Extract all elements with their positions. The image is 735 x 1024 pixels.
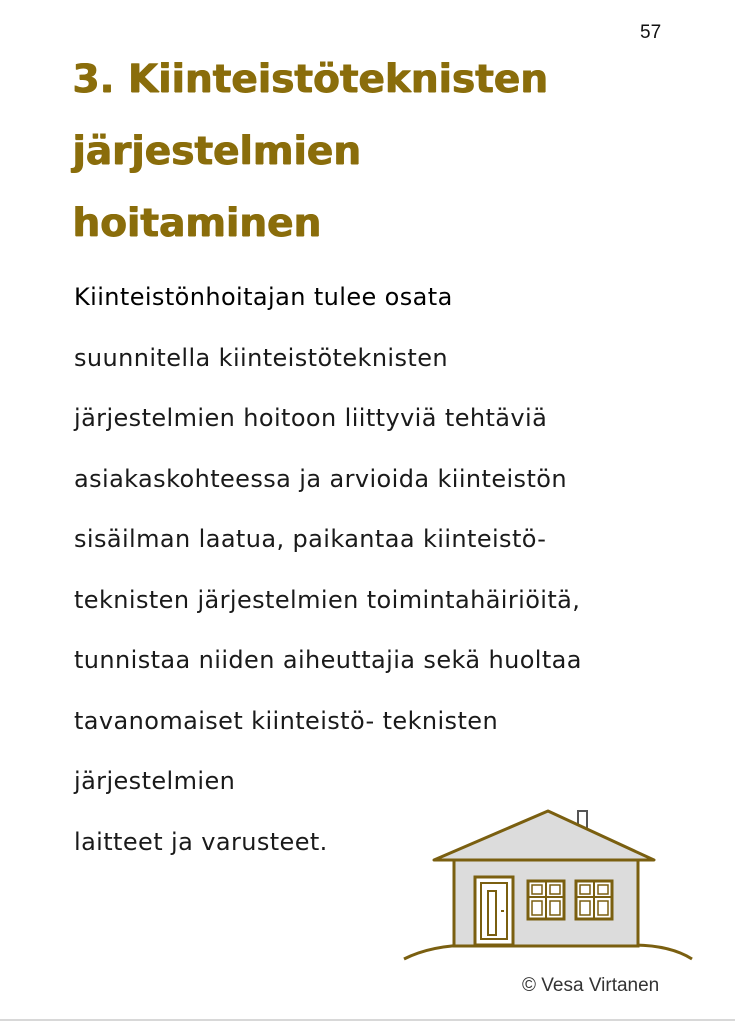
body-line: Kiinteistönhoitajan tulee osata: [74, 283, 453, 311]
title-line: hoitaminen: [72, 201, 321, 246]
title-line: 3. Kiinteistöteknisten: [72, 57, 548, 102]
window-left: [528, 881, 564, 919]
body-line: järjestelmien: [74, 767, 236, 795]
copyright-notice: © Vesa Virtanen: [522, 975, 660, 996]
body-line: tavanomaiset kiinteistö- teknisten: [74, 706, 499, 735]
body-line: tunnistaa niiden aiheuttajia sekä huoltaa: [74, 646, 582, 674]
body-line: asiakaskohteessa ja arvioida kiinteistön: [74, 464, 567, 493]
body-paragraph: [74, 267, 714, 872]
body-line: järjestelmien hoitoon liittyviä tehtäviä: [74, 404, 548, 432]
page-title: [72, 44, 712, 260]
window-right: [576, 881, 612, 919]
body-line: sisäilman laatua, paikantaa kiinteistö-: [74, 525, 547, 553]
page-bottom-divider: [0, 1019, 735, 1021]
body-line: suunnitella kiinteistöteknisten: [74, 343, 448, 372]
roof: [434, 811, 654, 860]
body-line: teknisten järjestelmien toimintahäiriöitä,: [74, 585, 581, 614]
title-line: järjestelmien: [72, 129, 361, 174]
body-line: laitteet ja varusteet.: [74, 827, 328, 856]
house-icon: [402, 805, 694, 970]
page-number: 57: [640, 22, 662, 43]
